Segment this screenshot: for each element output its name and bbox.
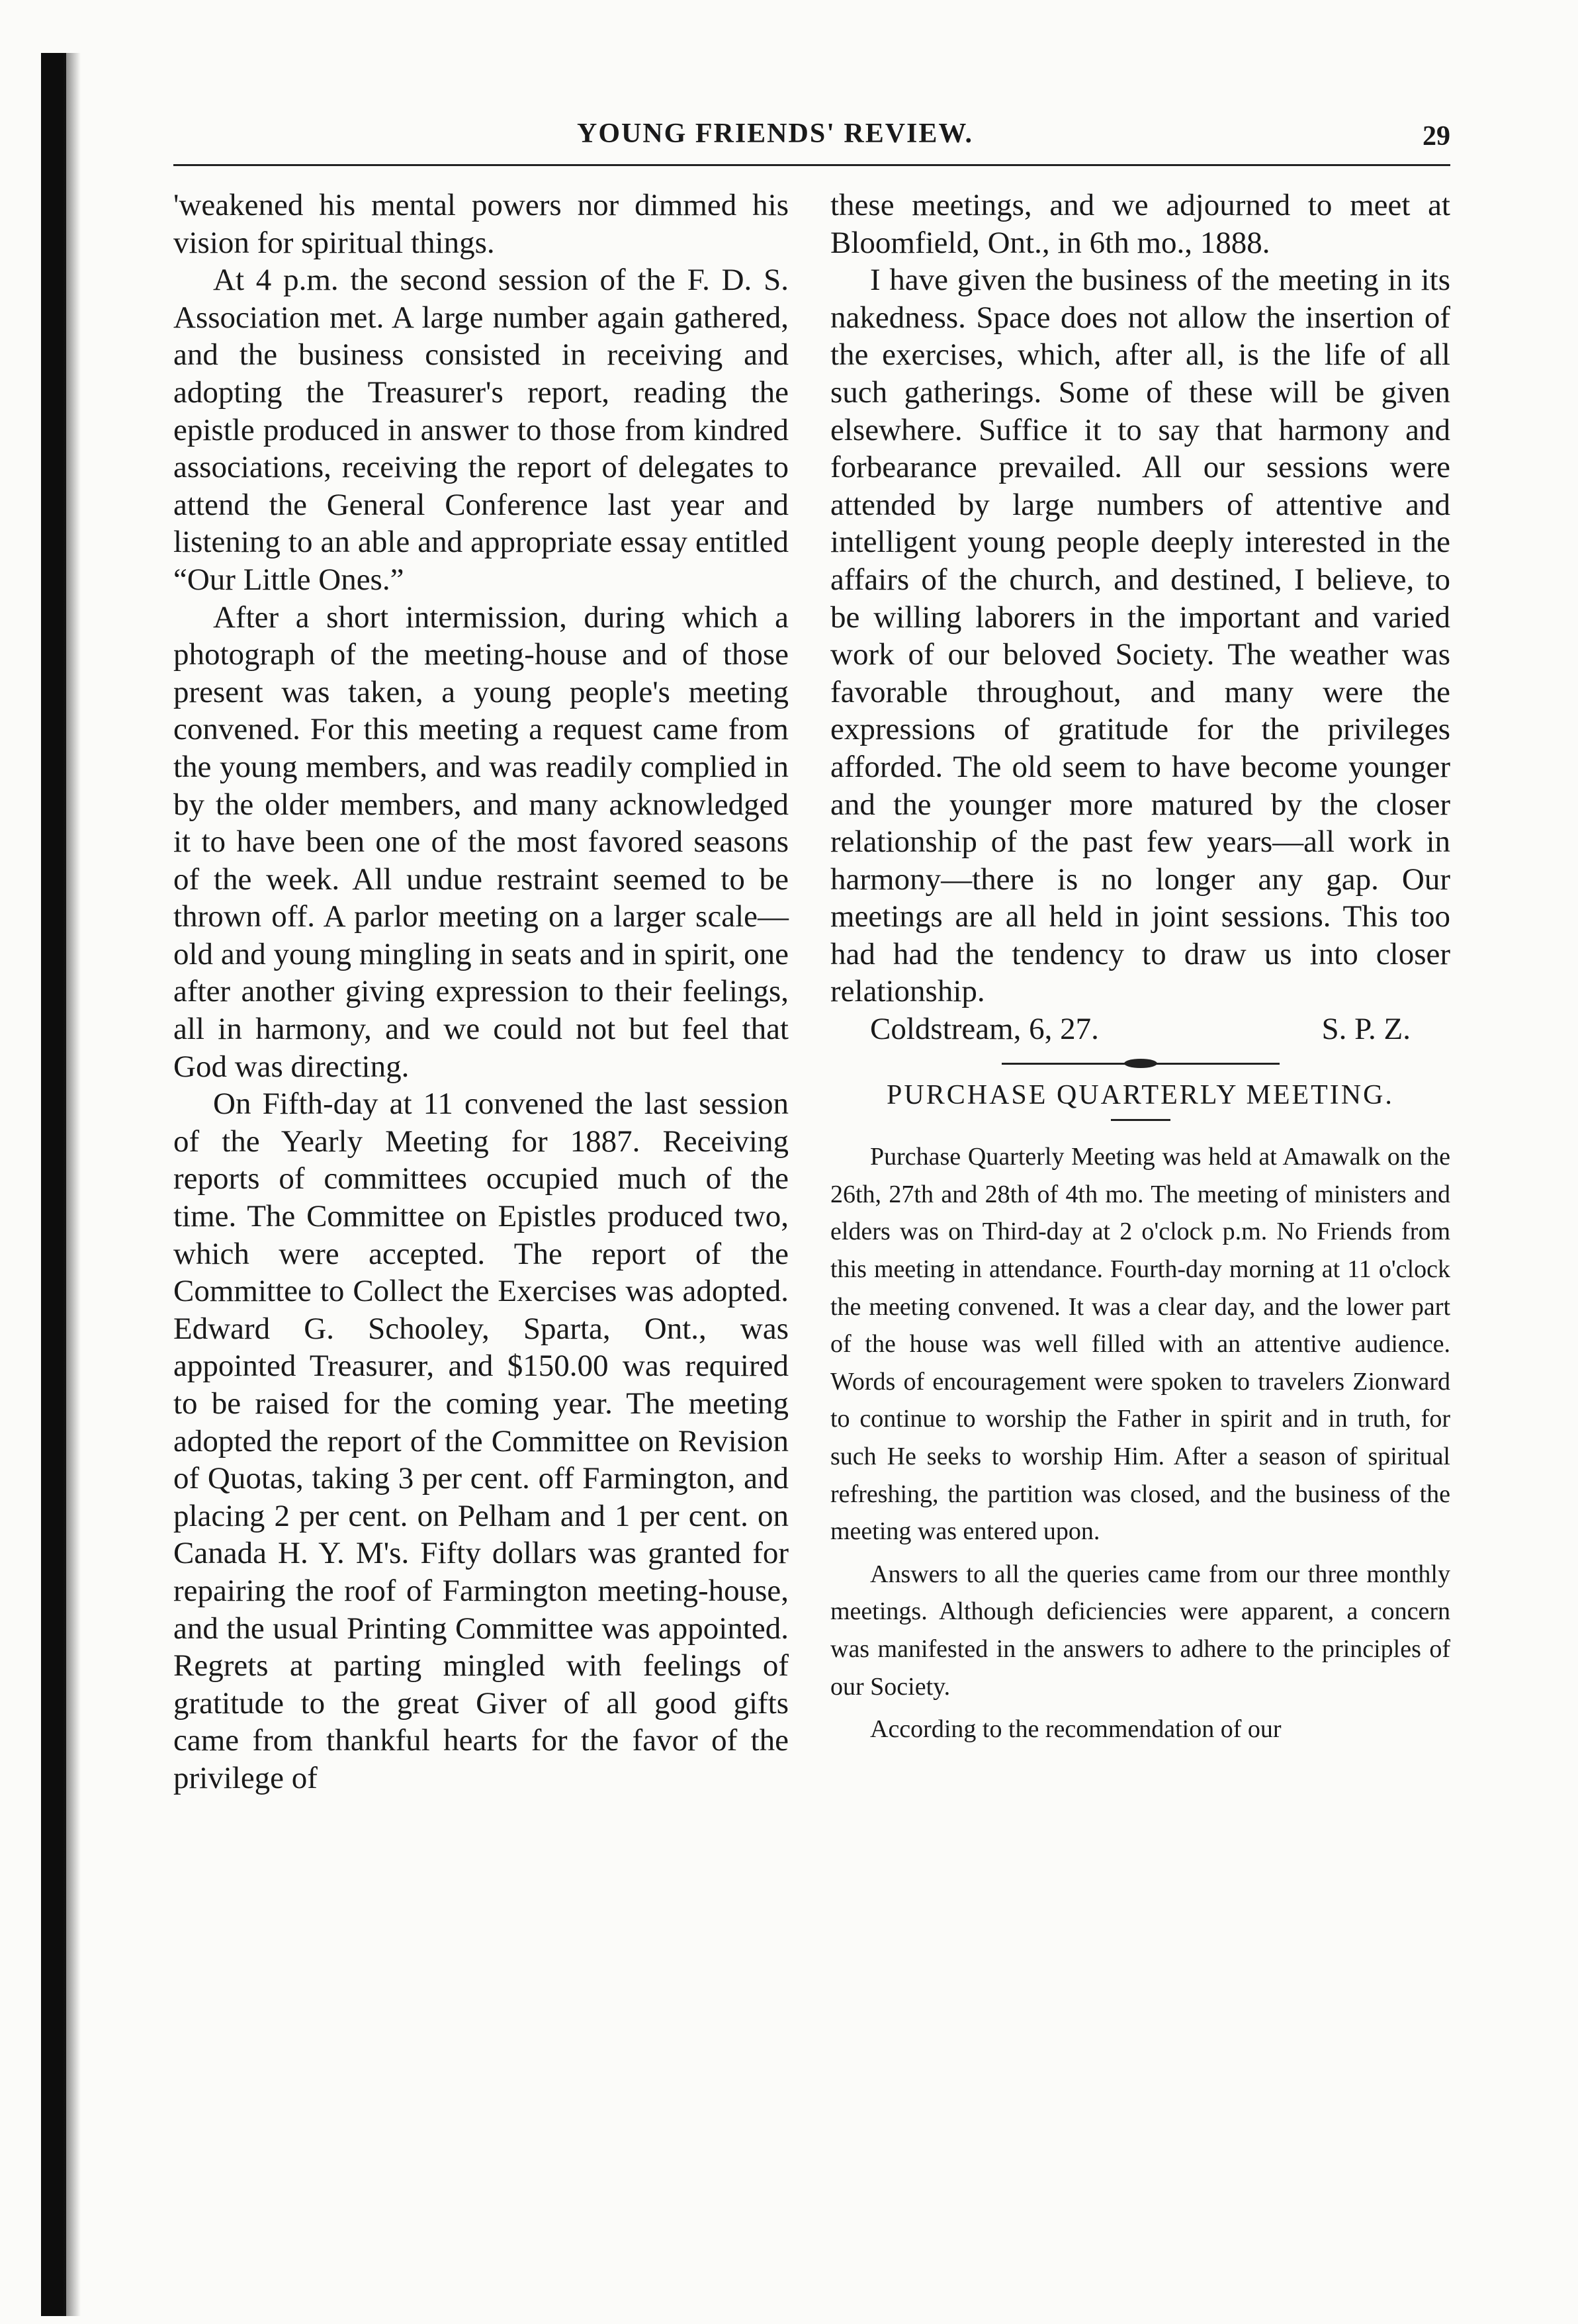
paragraph: Purchase Quarterly Meeting was held at Amawalk on the 26th, 27th and 28th of 4th mo. The meeting of ministers and elders was on Third-day at 2 o'clock p.m. No Friends from this meeting in attendance. Fourth-day morning at 11 o'clock the meeting convened. It was a clear day, and the lower part of the house was well filled with an attentive audience. Words of encouragement were spoken to travelers Zionward to continue to worship the Father in spirit and in truth, for such He seeks to worship Him. After a season of spiritual refreshing, the partition was closed, and the business of the meeting was entered upon. [830, 1143, 1450, 1546]
spine-gradient [64, 53, 81, 2316]
book-spine-shadow [41, 53, 66, 2316]
paragraph: According to the recommendation of our [870, 1715, 1282, 1744]
section-divider [1002, 1063, 1280, 1065]
page-number: 29 [1423, 121, 1450, 152]
left-column [173, 187, 789, 1797]
paragraph: 'weakened his mental powers nor dimmed his vision for spiritual things. [173, 188, 789, 260]
header-rule [173, 164, 1450, 166]
signature-place-date: Coldstream, 6, 27. [870, 1012, 1099, 1047]
signature-initials: S. P. Z. [1321, 1012, 1411, 1047]
paragraph: these meetings, and we adjourned to meet at Bloomfield, Ont., in 6th mo., 1888. [830, 188, 1450, 260]
right-column [830, 187, 1450, 1754]
paragraph: After a short intermission, during which a photograph of the meeting-house and of those present was taken, a young people's meeting convened. For this meeting a request came from the young members, and was readily complied in by the older members, and many acknowledged it to have been one of the most favored seasons of the week. All undue restraint seemed to be thrown off. A parlor meeting on a larger scale—old and young mingling in seats and in spirit, one after another giving expression to their feelings, all in harmony, and we could not but feel that God was directing. [173, 600, 789, 1084]
section-body [830, 1138, 1450, 1748]
paragraph: At 4 p.m. the second session of the F. D. S. Association met. A large number again gathered, and the business consisted in receiving and adopting the Treasurer's report, reading the epistle produced in answer to those from kindred associations, receiving the report of delegates to attend the General Conference last year and listening to an able and appropriate essay entitled “Our Little Ones.” [173, 263, 789, 597]
section-heading: PURCHASE QUARTERLY MEETING. [887, 1079, 1394, 1110]
paragraph: I have given the business of the meeting in its nakedness. Space does not allow the insertion of the exercises, which, after all, is the life of all such gatherings. Some of these will be given elsewhere. Suffice it to say that harmony and forbearance prevailed. All our sessions were attended by large numbers of attentive and intelligent young people deeply interested in the affairs of the church, and destined, I believe, to be willing laborers in the important and varied work of our beloved Society. The weather was favorable throughout, and many were the expressions of gratitude for the privileges afforded. The old seem to have become younger and the younger more matured by the closer relationship of the past few years—all work in harmony—there is no longer any gap. Our meetings are all held in joint sessions. This too had had the tendency to draw us into closer relationship. [830, 263, 1450, 1009]
heading-rule [1111, 1119, 1170, 1121]
page-header [173, 118, 1450, 157]
paragraph: Answers to all the queries came from our three monthly meetings. Although deficiencies were apparent, a concern was manifested in the answers to adhere to the principles of our Society. [830, 1560, 1450, 1701]
running-title: YOUNG FRIENDS' REVIEW. [577, 118, 974, 149]
signature-line [830, 1010, 1450, 1048]
paragraph: On Fifth-day at 11 convened the last session of the Yearly Meeting for 1887. Receiving reports of committees occupied much of the time. The Committee on Epistles produced two, which were accepted. The report of the Committee to Collect the Exercises was adopted. Edward G. Schooley, Sparta, Ont., was appointed Treasurer, and $150.00 was required to be raised for the coming year. The meeting adopted the report of the Committee on Revision of Quotas, taking 3 per cent. off Farmington, and placing 2 per cent. on Pelham and 1 per cent. on Canada H. Y. M's. Fifty dollars was granted for repairing the roof of Farmington meeting-house, and the usual Printing Committee was appointed. Regrets at parting mingled with feelings of gratitude to the great Giver of all good gifts came from thankful hearts for the favor of the privilege of [173, 1087, 789, 1795]
